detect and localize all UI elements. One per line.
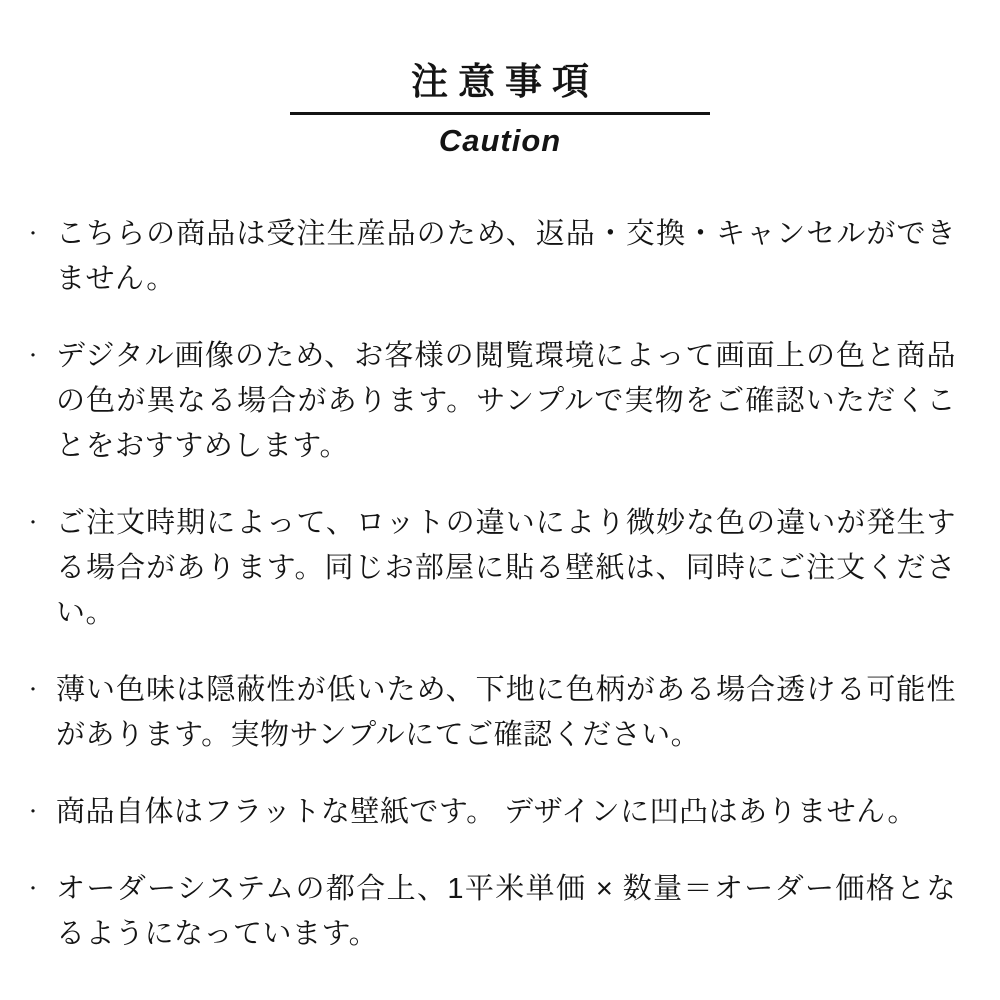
caution-item-5 xyxy=(20,790,956,835)
caution-item-text: ご注文時期によって、ロットの違いにより微妙な色の違いが発生する場合があります。同じお部屋に貼る壁紙は、同時にご注文ください。 xyxy=(56,506,956,629)
title-divider xyxy=(290,112,710,115)
bullet-marker: ・ xyxy=(24,512,43,533)
caution-item-text: こちらの商品は受注生産品のため、返品・交換・キャンセルができません。 xyxy=(56,217,956,295)
page-title: 注意事項 xyxy=(411,61,599,102)
caution-item-text: 薄い色味は隠蔽性が低いため、下地に色柄がある場合透ける可能性があります。実物サンプルにてご確認ください。 xyxy=(56,673,956,751)
bullet-marker: ・ xyxy=(24,801,43,822)
bullet-marker: ・ xyxy=(24,345,43,366)
page-subtitle: Caution xyxy=(438,123,562,159)
caution-item-3 xyxy=(20,501,956,636)
caution-item-1 xyxy=(20,212,956,302)
caution-item-4 xyxy=(20,668,956,758)
caution-item-text: 商品自体はフラットな壁紙です。 デザインに凹凸はありません。 xyxy=(56,795,917,828)
caution-list xyxy=(20,212,956,957)
caution-item-text: オーダーシステムの都合上、1平米単価 × 数量＝オーダー価格となるようになっています。 xyxy=(56,872,956,950)
caution-item-text: デジタル画像のため、お客様の閲覧環境によって画面上の色と商品の色が異なる場合があります。サンプルで実物をご確認いただくことをおすすめします。 xyxy=(56,339,956,462)
caution-header xyxy=(0,60,1000,160)
caution-item-6 xyxy=(20,867,956,957)
bullet-marker: ・ xyxy=(24,878,43,899)
bullet-marker: ・ xyxy=(24,679,43,700)
bullet-marker: ・ xyxy=(24,223,43,244)
caution-item-2 xyxy=(20,334,956,469)
